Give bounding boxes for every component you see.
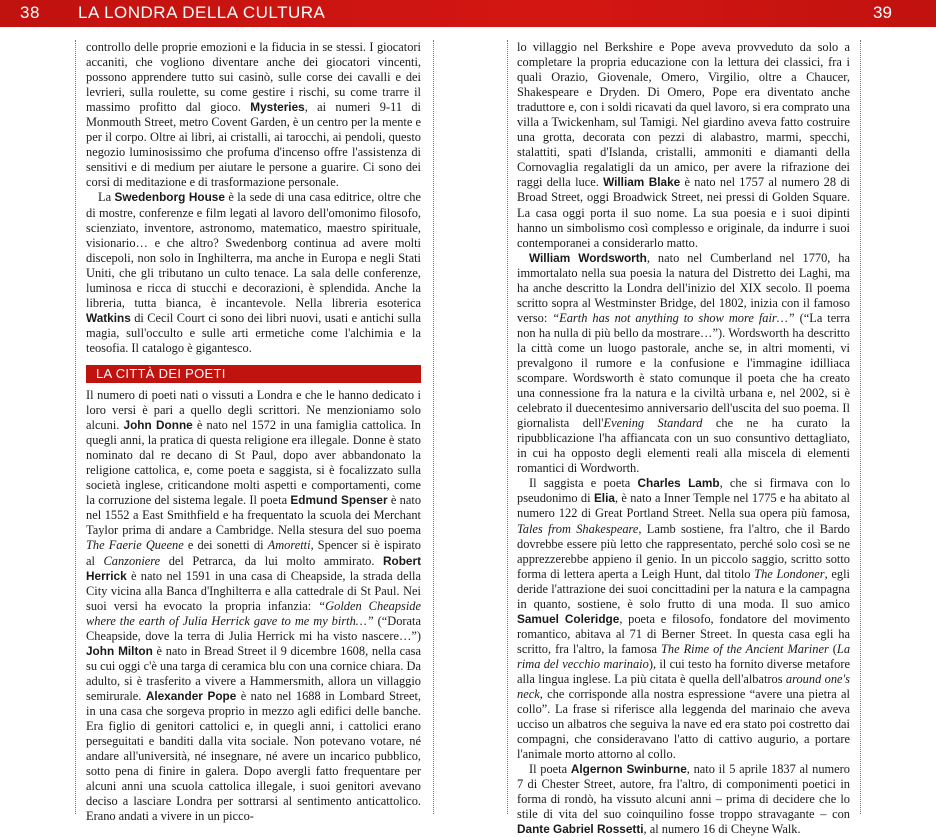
left-column-lower	[86, 388, 421, 824]
paragraph: William Wordsworth, nato nel Cumberland nel 1770, ha immortalato nella sua poesia la natura del Distretto dei Laghi, ma ha anche descritto la Londra dell'inizio del XIX secolo. Il poema scritto sopra al Westminster Bridge, del 1802, inizia con il famoso verso: “Earth has not anything to show more fair…” (“La terra non ha nulla di più bello da mostrare…”). Wordsworth ha descritto la città come un luogo pastorale, anche se, in altri momenti, vi prevalgono il rumore e la confusione e l'immagine idilliaca scompare. Wordsworth è stato comunque il poeta che ha creato una connessione fra la natura e la civiltà urbana e, nel 2002, si è celebrato il duecentesimo anniversario dell'uscita del suo poema. Il giornalista dell'Evening Standard che ne ha curato la ripubblicazione l'ha affiancata con un suo consuntivo dettagliato, in cui ha opposto degli elementi reali alla miscela di elementi romantici di Wordworth.	[517, 250, 851, 476]
section-heading-bar	[86, 365, 421, 383]
header-bar	[0, 0, 936, 27]
paragraph: Il saggista e poeta Charles Lamb, che si firmava con lo pseudonimo di Elia, è nato a Inner Temple nel 1775 e ha abitato al numero 122 di Great Portland Street. Nella sua opera più famosa, Tales from Shakespeare, Lamb sostiene, fra l'altro, che il Bardo dovrebbe essere più letto che rappresentato, perché solo così se ne apprezzerebbe appieno il genio. In un piccolo saggio, scritto sotto forma di lettera aperta a Leigh Hunt, dal titolo The Londoner, egli deride l'attrazione dei suoi concittadini per la natura e la campagna in quanto, sostiene, è solo frutto di una moda. Il suo amico Samuel Coleridge, poeta e filosofo, fondatore del movimento romantico, abitava al 71 di Berner Street. In questa casa egli ha scritto, fra l'altro, la famosa The Rime of the Ancient Mariner (La rima del vecchio marinaio), il cui testo ha fornito diverse metafore alla lingua inglese. La più citata è quella dell'albatros around one's neck, che corrisponde alla nostra espressione “avere una pietra al collo”. La frase si riferisce alla leggenda del marinaio che aveva ucciso un albatros che seguiva la nave ed era stato poi costretto dai compagni, che consideravano l'atto di cattivo augurio, a portare l'animale morto attorno al collo.	[517, 476, 851, 762]
right-margin-rule	[860, 40, 861, 814]
paragraph: La Swedenborg House è la sede di una casa editrice, oltre che di mostre, conferenze e film legati al lavoro dell'omonimo filosofo, scienziato, inventore, astronomo, matematico, maestro spirituale, visionario… e che altro? Swedenborg continua ad avere molti discepoli, non solo in Inghilterra, ma anche in Europa e negli Stati Uniti, che gli tributano un culto tenace. La sala delle conferenze, luminosa e ricca di stucchi e decorazioni, è splendida. Anche la libreria, tutta bianca, è incantevole. Nella libreria esoterica Watkins di Cecil Court ci sono dei libri nuovi, usati e antichi sulla magia, sull'occulto e sulle arti ermetiche come l'alchimia e la teosofia. Il catalogo è gigantesco.	[86, 190, 422, 355]
paragraph: Il numero di poeti nati o vissuti a Londra e che le hanno dedicato i loro versi è pari a quello degli scrittori. Ne menzioniamo solo alcuni. John Donne è nato nel 1572 in una famiglia cattolica. In quegli anni, la pratica di questa religione era illegale. Donne è stato nominato dal re decano di St Paul, dopo aver abbandonato la religione cattolica, e, come poeta e saggista, si è focalizzato sulla società inglese, criticandone molti aspetti e comportamenti, come la corruzione del sistema legale. Il poeta Edmund Spenser è nato nel 1552 a East Smithfield e ha frequentato la scuola dei Merchant Taylor prima di andare a Cambridge. Nella stesura del suo poema The Faerie Queene e dei sonetti di Amoretti, Spencer si è ispirato al Canzoniere del Petrarca, da lui molto ammirato. Robert Herrick è nato nel 1591 in una casa di Cheapside, la strada della City vicina alla Banca d'Inghilterra e alla cattedrale di St Paul. Nei suoi versi ha evocato la propria infanzia: “Golden Cheapside where the earth of Julia Herrick gave to me my birth…” (“Dorata Cheapside, dove la terra di Julia Herrick mi ha visto nascere…”) John Milton è nato in Bread Street il 9 dicembre 1608, nella casa su cui oggi c'è una targa di ceramica blu con una cornice chiara. Da adulto, si è trasferito a vivere a Hammersmith, allora un villaggio semirurale. Alexander Pope è nato nel 1688 in Lombard Street, in una casa che sorgeva proprio in mezzo agli edifici delle banche. Era figlio di genitori cattolici e, in quegli anni, i cattolici erano perseguitati e banditi dalla vita sociale. Non potevano votare, né andare all'università, né insegnare, né avere un incarico pubblico, sotto pena di finire in galera. Dopo avergli fatto frequentare per alcuni anni una scuola cattolica illegale, i suoi genitori avevano deciso a lasciare Londra per sottrarsi al sentimento anticattolico. Erano andati a vivere in un picco-	[86, 388, 422, 824]
gutter-rule-right	[507, 40, 508, 814]
section-title: LA CITTÀ DEI POETI	[96, 366, 226, 381]
paragraph: controllo delle proprie emozioni e la fiducia in se stessi. I giocatori accaniti, che vogliono diventare anche dei giocatori vincenti, possono apprendere tutto sui casinò, sulle corse dei cavalli e dei levrieri, sulla roulette, su come gestire i rischi, su come trarre il massimo profitto dal gioco. Mysteries, ai numeri 9-11 di Monmouth Street, metro Covent Garden, è un centro per la mente e per il corpo. Oltre ai libri, ai cristalli, ai tarocchi, ai pendoli, questo negozio luminosissimo che profuma d'incenso offre l'assistenza di sensitivi e di medium per aiutare le persone a guarire. Ci sono dei corsi di meditazione e di trasformazione personale.	[86, 40, 421, 190]
page-number-left: 38	[20, 3, 40, 22]
running-head: LA LONDRA DELLA CULTURA	[78, 3, 326, 22]
gutter-rule-left	[433, 40, 434, 814]
right-column	[517, 40, 850, 837]
paragraph: Il poeta Algernon Swinburne, nato il 5 aprile 1837 al numero 7 di Chester Street, autore, fra l'altro, di componimenti poetici in forma di rondò, ha vissuto alcuni anni – prima di decidere che lo stile di vita del suo coinquilino fosse troppo stravagante – con Dante Gabriel Rossetti, al numero 16 di Cheyne Walk.	[517, 762, 850, 837]
left-column-upper	[86, 40, 421, 356]
paragraph: lo villaggio nel Berkshire e Pope aveva provveduto da solo a completare la propria educazione con la lettura dei classici, fra i quali Orazio, Giovenale, Omero, Virgilio, oltre a Chaucer, Shakespeare e Dryden. Di Omero, Pope era diventato anche traduttore e, con i soldi ricavati da quel lavoro, si era comprato una villa a Twickenham, sul Tamigi. Nel giardino aveva fatto costruire una grotta, decorata con pezzi di alabastro, marmi, specchi, stalattiti, spati d'Islanda, cristalli, ammoniti e diamanti della Cornovaglia regalatigli da un amico, per avere la rifrazione dei raggi della luce. William Blake è nato nel 1757 al numero 28 di Broad Street, oggi Broadwick Street, nei pressi di Golden Square. La casa oggi porta il suo nome. La sua poesia e i suoi dipinti hanno un simbolismo così complesso e originale, da indurre i suoi contemporanei a considerarlo matto.	[517, 40, 850, 250]
left-margin-rule	[75, 40, 76, 814]
page-number-right: 39	[873, 3, 892, 22]
